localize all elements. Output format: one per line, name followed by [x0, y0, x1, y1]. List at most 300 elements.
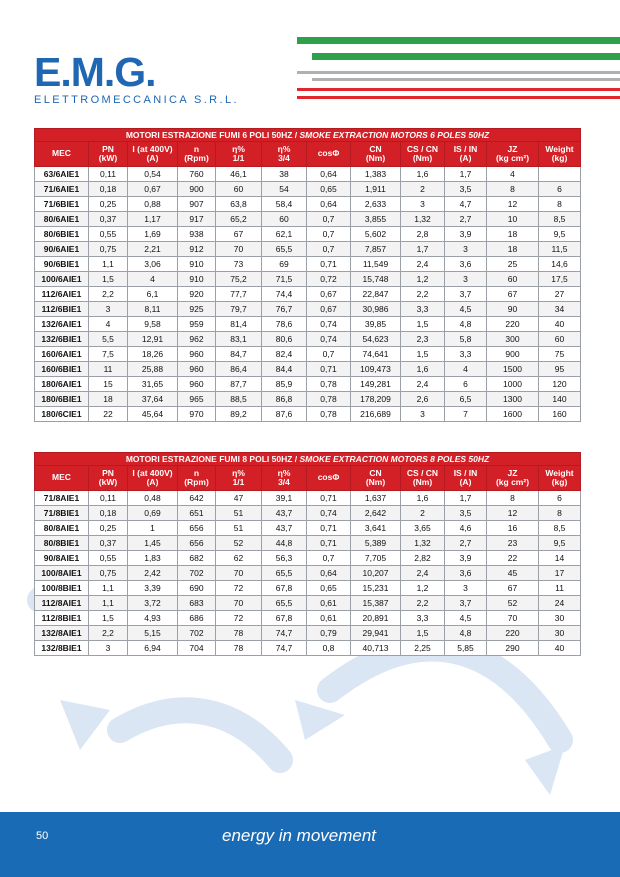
table-cell: 15 [89, 377, 128, 392]
table-cell: 58,4 [262, 197, 307, 212]
table-cell: 1,5 [401, 317, 445, 332]
table-row [35, 257, 581, 272]
table-cell: 89,2 [216, 407, 262, 422]
table-cell: 2,25 [401, 641, 445, 656]
column-header [35, 466, 89, 491]
table-cell: 76,7 [262, 302, 307, 317]
table-cell: 54,623 [351, 332, 401, 347]
table-cell: 6,5 [445, 392, 487, 407]
mec-cell: 80/6BIE1 [35, 227, 89, 242]
column-header [445, 466, 487, 491]
table-cell: 1,17 [128, 212, 178, 227]
table-cell: 15,387 [351, 596, 401, 611]
table-cell: 760 [178, 167, 216, 182]
table-row [35, 317, 581, 332]
mec-cell: 80/8AIE1 [35, 521, 89, 536]
column-header-top: PN [102, 143, 114, 154]
column-header [128, 142, 178, 167]
column-header [262, 466, 307, 491]
table-cell: 938 [178, 227, 216, 242]
table-cell: 3 [445, 581, 487, 596]
table-cell: 0,55 [89, 551, 128, 566]
column-header [307, 466, 351, 491]
mec-cell: 90/8AIE1 [35, 551, 89, 566]
table-cell: 12 [487, 506, 539, 521]
table-cell: 74,641 [351, 347, 401, 362]
table-row [35, 626, 581, 641]
table-cell: 12 [487, 197, 539, 212]
stripe-gray [297, 71, 620, 74]
table-cell: 1,7 [445, 167, 487, 182]
mec-cell: 132/8BIE1 [35, 641, 89, 656]
table-cell: 1,1 [89, 581, 128, 596]
table-row [35, 611, 581, 626]
table-row [35, 212, 581, 227]
table-cell: 109,473 [351, 362, 401, 377]
mec-cell: 180/6CIE1 [35, 407, 89, 422]
mec-cell: 160/6BIE1 [35, 362, 89, 377]
table-cell: 3,7 [445, 596, 487, 611]
table-cell: 3 [445, 242, 487, 257]
table-cell: 20,891 [351, 611, 401, 626]
table-cell: 56,3 [262, 551, 307, 566]
table-cell: 27 [539, 287, 581, 302]
table-cell: 0,67 [307, 287, 351, 302]
table-cell: 3,3 [401, 302, 445, 317]
table-cell: 4,6 [445, 521, 487, 536]
table-cell: 0,7 [307, 242, 351, 257]
column-header-bottom: 3/4 [278, 153, 290, 163]
column-header-top: η% [277, 467, 291, 478]
table-cell: 78 [216, 626, 262, 641]
table-cell: 40 [539, 317, 581, 332]
table-cell: 1,5 [401, 626, 445, 641]
table-title-it: MOTORI ESTRAZIONE FUMI 6 POLI 50HZ / [125, 130, 300, 140]
table-cell: 87,7 [216, 377, 262, 392]
table-cell: 220 [487, 317, 539, 332]
table-cell: 3,72 [128, 596, 178, 611]
table-cell: 2,21 [128, 242, 178, 257]
column-header [487, 142, 539, 167]
column-header [89, 466, 128, 491]
table-cell: 10,207 [351, 566, 401, 581]
table-cell: 8 [539, 506, 581, 521]
table-cell: 3 [89, 641, 128, 656]
table-cell: 970 [178, 407, 216, 422]
table-cell: 0,54 [128, 167, 178, 182]
table-cell: 3,39 [128, 581, 178, 596]
stripe-red [297, 88, 620, 91]
table-cell: 702 [178, 626, 216, 641]
table-cell: 3,5 [445, 506, 487, 521]
table-cell: 2,2 [401, 596, 445, 611]
table-cell: 686 [178, 611, 216, 626]
table-cell: 46,1 [216, 167, 262, 182]
table-cell: 86,4 [216, 362, 262, 377]
table-cell: 70 [216, 566, 262, 581]
column-header-bottom: (kW) [98, 153, 118, 163]
column-header-top: JZ [507, 467, 518, 478]
mec-cell: 132/6BIE1 [35, 332, 89, 347]
table-cell: 3,06 [128, 257, 178, 272]
table-title-it: MOTORI ESTRAZIONE FUMI 8 POLI 50HZ / [125, 454, 300, 464]
table-cell: 1,6 [401, 167, 445, 182]
table-cell: 3,6 [445, 257, 487, 272]
column-header-top: IS / IN [453, 143, 478, 154]
table-row [35, 197, 581, 212]
column-header-top: PN [102, 467, 114, 478]
table-cell: 4 [487, 167, 539, 182]
column-header-top: n [193, 467, 200, 478]
table-cell: 95 [539, 362, 581, 377]
column-header-top: CS / CN [406, 143, 439, 154]
table-cell: 2,642 [351, 506, 401, 521]
table-cell: 1,7 [445, 491, 487, 506]
table-cell: 1,32 [401, 536, 445, 551]
table-cell: 3 [401, 197, 445, 212]
table-cell: 0,7 [307, 347, 351, 362]
table-cell: 24 [539, 596, 581, 611]
column-header [351, 142, 401, 167]
table-cell: 30 [539, 611, 581, 626]
mec-cell: 112/6BIE1 [35, 302, 89, 317]
table-cell: 14 [539, 551, 581, 566]
table-cell: 656 [178, 536, 216, 551]
table-cell: 31,65 [128, 377, 178, 392]
table-cell: 60 [539, 332, 581, 347]
column-header-bottom: (Nm) [412, 477, 433, 487]
table-cell: 7 [445, 407, 487, 422]
mec-cell: 132/8AIE1 [35, 626, 89, 641]
table-cell: 86,8 [262, 392, 307, 407]
table-cell: 1,32 [401, 212, 445, 227]
table-cell: 0,71 [307, 491, 351, 506]
column-header-top: n [193, 143, 200, 154]
table-cell: 3,6 [445, 566, 487, 581]
mec-cell: 132/6AIE1 [35, 317, 89, 332]
table-cell: 0,64 [307, 566, 351, 581]
table-cell: 40,713 [351, 641, 401, 656]
table-cell: 60 [487, 272, 539, 287]
table-cell: 0,7 [307, 551, 351, 566]
table-cell: 67,8 [262, 581, 307, 596]
column-header [487, 466, 539, 491]
table-cell: 1 [128, 521, 178, 536]
mec-cell: 180/6AIE1 [35, 377, 89, 392]
table-cell: 0,11 [89, 491, 128, 506]
table-cell: 0,65 [307, 182, 351, 197]
table-cell: 65,5 [262, 566, 307, 581]
table-cell: 12,91 [128, 332, 178, 347]
table-cell: 0,75 [89, 566, 128, 581]
table-cell: 0,78 [307, 392, 351, 407]
table-cell: 39,1 [262, 491, 307, 506]
mec-cell: 112/6AIE1 [35, 287, 89, 302]
table-cell: 4,7 [445, 197, 487, 212]
table-cell: 2,7 [445, 536, 487, 551]
table-cell: 220 [487, 626, 539, 641]
table-cell: 18 [487, 242, 539, 257]
table-cell: 962 [178, 332, 216, 347]
column-header-top: CN [369, 143, 382, 154]
table-cell: 0,61 [307, 596, 351, 611]
mec-cell: 180/6BIE1 [35, 392, 89, 407]
table-cell: 0,37 [89, 212, 128, 227]
table-cell: 1,5 [89, 272, 128, 287]
table-cell: 9,58 [128, 317, 178, 332]
table-cell: 2,42 [128, 566, 178, 581]
column-header-top: η% [232, 467, 245, 478]
table-cell: 2,2 [89, 626, 128, 641]
table-cell: 0,64 [307, 197, 351, 212]
column-header-bottom: (Rpm) [184, 153, 209, 163]
table-cell: 34 [539, 302, 581, 317]
table-cell: 683 [178, 596, 216, 611]
table-cell: 74,7 [262, 641, 307, 656]
table-cell: 11 [539, 581, 581, 596]
column-header [539, 142, 581, 167]
table-cell: 920 [178, 287, 216, 302]
table-cell: 2,4 [401, 566, 445, 581]
table-cell: 65,5 [262, 242, 307, 257]
table-title-en: SMOKE EXTRACTION MOTORS 8 POLES 50HZ [299, 454, 490, 464]
table-cell: 959 [178, 317, 216, 332]
table-cell: 25,88 [128, 362, 178, 377]
mec-cell: 63/6AIE1 [35, 167, 89, 182]
table-cell: 23 [487, 536, 539, 551]
table-cell: 73 [216, 257, 262, 272]
table-cell: 8,5 [539, 212, 581, 227]
column-header [178, 466, 216, 491]
table-cell: 910 [178, 272, 216, 287]
table-cell [539, 167, 581, 182]
table-cell: 52 [216, 536, 262, 551]
table-cell: 45 [487, 566, 539, 581]
table-cell: 2,2 [401, 287, 445, 302]
table-cell: 2,8 [401, 227, 445, 242]
mec-cell: 112/8BIE1 [35, 611, 89, 626]
table-cell: 82,4 [262, 347, 307, 362]
table-cell: 3,7 [445, 287, 487, 302]
table-cell: 83,1 [216, 332, 262, 347]
table-cell: 37,64 [128, 392, 178, 407]
column-header [89, 142, 128, 167]
table-6-poles [34, 128, 581, 422]
column-header-top: IS / IN [453, 467, 478, 478]
column-header-bottom: cosΦ [317, 472, 340, 483]
header-row [35, 466, 581, 491]
table-cell: 2,6 [401, 392, 445, 407]
table-cell: 960 [178, 362, 216, 377]
logo-subtitle: ELETTROMECCANICA S.R.L. [34, 94, 239, 106]
table-cell: 63,8 [216, 197, 262, 212]
table-cell: 3 [401, 407, 445, 422]
table-cell: 0,78 [307, 407, 351, 422]
table-cell: 912 [178, 242, 216, 257]
table-cell: 1,1 [89, 596, 128, 611]
table-cell: 0,71 [307, 257, 351, 272]
table-cell: 22 [487, 551, 539, 566]
table-cell: 87,6 [262, 407, 307, 422]
table-row [35, 521, 581, 536]
table-cell: 1500 [487, 362, 539, 377]
table-title-en: SMOKE EXTRACTION MOTORS 6 POLES 50HZ [299, 130, 490, 140]
table-cell: 60 [262, 212, 307, 227]
column-header-bottom: (kg cm²) [495, 153, 530, 163]
table-cell: 54 [262, 182, 307, 197]
table-cell: 3,65 [401, 521, 445, 536]
table-cell: 0,64 [307, 167, 351, 182]
table-cell: 290 [487, 641, 539, 656]
table-cell: 0,78 [307, 377, 351, 392]
table-cell: 6,1 [128, 287, 178, 302]
column-header [128, 466, 178, 491]
column-header-top: Weight [545, 143, 574, 154]
table-cell: 84,7 [216, 347, 262, 362]
mec-cell: 80/6AIE1 [35, 212, 89, 227]
stripe-gray-2 [312, 78, 620, 81]
table-cell: 75 [539, 347, 581, 362]
table-cell: 3,855 [351, 212, 401, 227]
table-cell: 642 [178, 491, 216, 506]
column-header [307, 142, 351, 167]
table-cell: 30 [539, 626, 581, 641]
table-cell: 5,389 [351, 536, 401, 551]
table-cell: 965 [178, 392, 216, 407]
table-cell: 0,88 [128, 197, 178, 212]
table-cell: 3,641 [351, 521, 401, 536]
table-cell: 2 [401, 506, 445, 521]
column-header-bottom: (A) [146, 153, 159, 163]
table-cell: 70 [487, 611, 539, 626]
mec-cell: 90/6BIE1 [35, 257, 89, 272]
table-cell: 2,7 [445, 212, 487, 227]
table-cell: 900 [487, 347, 539, 362]
mec-cell: 71/6AIE1 [35, 182, 89, 197]
table-row [35, 287, 581, 302]
table-cell: 0,74 [307, 317, 351, 332]
table-row [35, 272, 581, 287]
table-cell: 65,5 [262, 596, 307, 611]
table-cell: 0,71 [307, 536, 351, 551]
slogan: energy in movement [222, 826, 377, 845]
table-cell: 907 [178, 197, 216, 212]
table-cell: 45,64 [128, 407, 178, 422]
column-header-bottom: (Nm) [365, 153, 386, 163]
table-cell: 90 [487, 302, 539, 317]
table-cell: 6 [539, 182, 581, 197]
table-cell: 0,74 [307, 332, 351, 347]
table-cell: 67 [216, 227, 262, 242]
table-cell: 0,48 [128, 491, 178, 506]
table-cell: 960 [178, 347, 216, 362]
table-cell: 0,67 [307, 302, 351, 317]
table-cell: 65,2 [216, 212, 262, 227]
column-header-bottom: (A) [146, 477, 159, 487]
table-cell: 917 [178, 212, 216, 227]
table-cell: 216,689 [351, 407, 401, 422]
table-cell: 925 [178, 302, 216, 317]
table-cell: 4,93 [128, 611, 178, 626]
table-cell: 702 [178, 566, 216, 581]
table-cell: 2,2 [89, 287, 128, 302]
table-cell: 69 [262, 257, 307, 272]
table-cell: 67,8 [262, 611, 307, 626]
column-header-top: I (at 400V) [132, 143, 173, 154]
table-cell: 6 [539, 491, 581, 506]
table-cell: 960 [178, 377, 216, 392]
column-header [401, 142, 445, 167]
table-cell: 11,5 [539, 242, 581, 257]
table-cell: 75,2 [216, 272, 262, 287]
mec-cell: 100/6AIE1 [35, 272, 89, 287]
table-cell: 0,71 [307, 521, 351, 536]
mec-cell: 100/8AIE1 [35, 566, 89, 581]
table-cell: 1,2 [401, 581, 445, 596]
table-cell: 1600 [487, 407, 539, 422]
table-cell: 74,4 [262, 287, 307, 302]
column-header [539, 466, 581, 491]
column-header-bottom: (kg) [551, 153, 568, 163]
column-header [262, 142, 307, 167]
table-cell: 7,705 [351, 551, 401, 566]
table-cell: 0,75 [89, 242, 128, 257]
table-cell: 2,633 [351, 197, 401, 212]
table-cell: 5,602 [351, 227, 401, 242]
table-cell: 140 [539, 392, 581, 407]
table-cell: 0,79 [307, 626, 351, 641]
column-header-top: η% [277, 143, 291, 154]
table-cell: 7,857 [351, 242, 401, 257]
table-cell: 62,1 [262, 227, 307, 242]
table-cell: 8 [487, 491, 539, 506]
table-cell: 0,65 [307, 581, 351, 596]
table-cell: 4 [445, 362, 487, 377]
emg-logo [34, 49, 239, 106]
column-header-bottom: cosΦ [317, 148, 340, 159]
table-title [35, 453, 581, 466]
table-cell: 1,45 [128, 536, 178, 551]
table-cell: 18 [89, 392, 128, 407]
table-cell: 3,9 [445, 227, 487, 242]
table-cell: 17 [539, 566, 581, 581]
table-cell: 0,37 [89, 536, 128, 551]
table-cell: 690 [178, 581, 216, 596]
table-row [35, 392, 581, 407]
table-cell: 4 [89, 317, 128, 332]
table-cell: 5,15 [128, 626, 178, 641]
stripe-green-2 [312, 53, 620, 60]
table-cell: 44,8 [262, 536, 307, 551]
table-cell: 7,5 [89, 347, 128, 362]
table-cell: 22 [89, 407, 128, 422]
mec-cell: 71/6BIE1 [35, 197, 89, 212]
table-row [35, 182, 581, 197]
table-cell: 1,383 [351, 167, 401, 182]
column-header [445, 142, 487, 167]
table-row [35, 491, 581, 506]
table-cell: 1,5 [89, 611, 128, 626]
table-row [35, 566, 581, 581]
mec-cell: 71/8BIE1 [35, 506, 89, 521]
table-cell: 39,85 [351, 317, 401, 332]
table-cell: 0,67 [128, 182, 178, 197]
table-cell: 1,6 [401, 362, 445, 377]
table-cell: 0,72 [307, 272, 351, 287]
column-header-bottom: MEC [52, 472, 71, 483]
table-title [35, 129, 581, 142]
column-header-top: CN [369, 467, 382, 478]
